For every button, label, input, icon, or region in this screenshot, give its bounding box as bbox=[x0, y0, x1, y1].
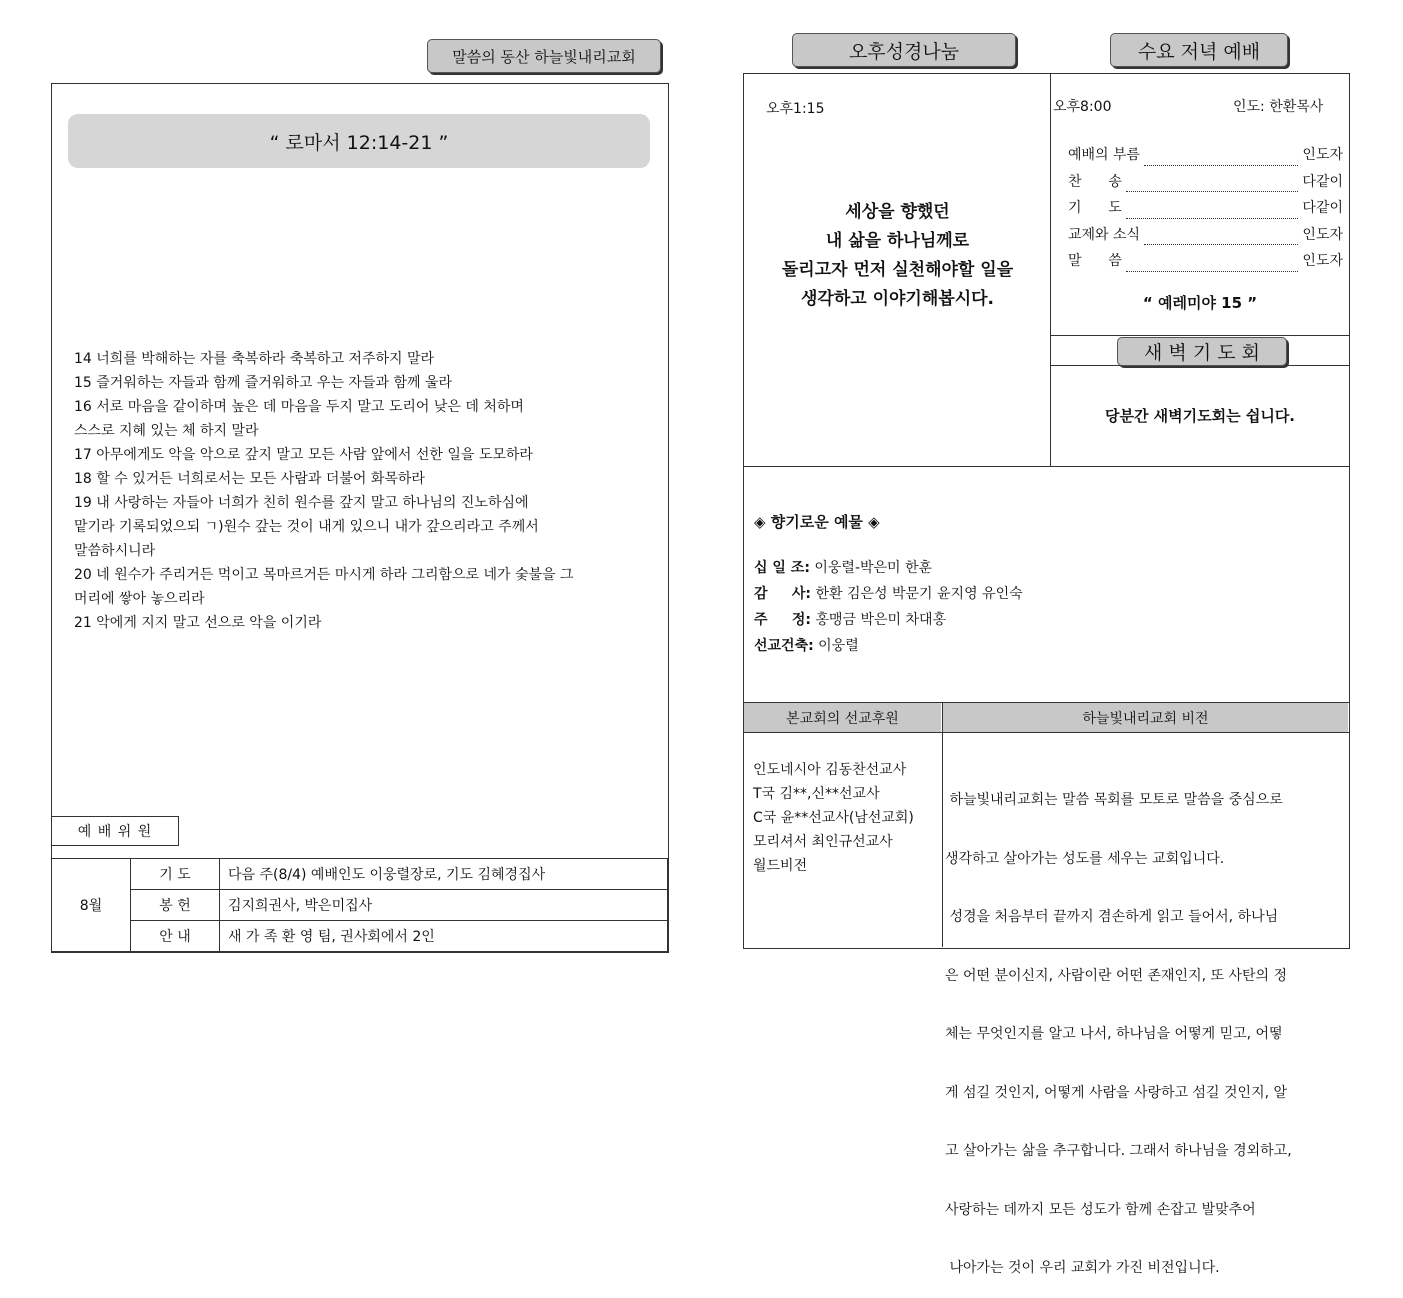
afternoon-message bbox=[745, 198, 1050, 314]
vision-line: 생각하고 살아가는 성도를 세우는 교회입니다. bbox=[945, 850, 1225, 867]
upper-bottom-line bbox=[743, 466, 1349, 467]
mission-divider bbox=[942, 703, 943, 947]
mission-item: 월드비전 bbox=[753, 858, 808, 874]
offering-row bbox=[754, 607, 1334, 633]
order-item-who: 인도자 bbox=[1302, 147, 1343, 163]
offering-names: 한환 김은성 박문기 윤지영 유인숙 bbox=[815, 586, 1023, 602]
wed-order-list bbox=[1068, 144, 1343, 277]
order-item bbox=[1068, 171, 1343, 198]
month-label: 8월 bbox=[79, 898, 103, 914]
mission-item: 모리셔서 최인규선교사 bbox=[753, 834, 893, 850]
verse-line: 20 네 원수가 주리거든 먹이고 목마르거든 마시게 하라 그리함으로 네가 숯불을 그 bbox=[74, 567, 574, 583]
vision-line: 성경을 처음부터 끝까지 겸손하게 읽고 들어서, 하나님 bbox=[945, 909, 1279, 925]
verse-line: 14 너희를 박해하는 자를 축복하라 축복하고 저주하지 말라 bbox=[74, 351, 435, 367]
order-item bbox=[1068, 144, 1343, 171]
wednesday-tab bbox=[1110, 33, 1288, 67]
order-item-name: 교제와 소식 bbox=[1068, 226, 1141, 243]
afternoon-title: 오후성경나눔 bbox=[848, 40, 960, 63]
offering-names: 이웅렬 bbox=[818, 638, 859, 654]
mission-item: T국 김**,신**선교사 bbox=[753, 786, 880, 802]
verse-line: 맡기라 기록되었으되 ㄱ)원수 갚는 것이 내게 있으니 내가 갚으리라고 주께서 bbox=[74, 519, 539, 535]
order-item bbox=[1068, 250, 1343, 277]
dawn-prayer-tab bbox=[1117, 337, 1287, 366]
vision-line: 체는 무엇인지를 알고 나서, 하나님을 어떻게 믿고, 어떻 bbox=[945, 1026, 1283, 1042]
value-cell: 김지희권사, 박은미집사 bbox=[220, 890, 668, 921]
dawn-prayer-title: 새 벽 기 도 회 bbox=[1144, 342, 1260, 364]
staff-table bbox=[51, 858, 668, 952]
order-item bbox=[1068, 197, 1343, 224]
vision-header bbox=[943, 703, 1348, 732]
offering-row bbox=[754, 633, 1334, 659]
offering-list bbox=[754, 555, 1334, 659]
verse-line: 18 할 수 있거든 너희로서는 모든 사람과 더불어 화목하라 bbox=[74, 471, 425, 487]
verse-line: 머리에 쌓아 놓으리라 bbox=[74, 591, 205, 607]
offering-title: ◈ 향기로운 예물 ◈ bbox=[754, 513, 880, 531]
verse-line: 19 내 사랑하는 자들아 너희가 친히 원수를 갚지 말고 하나님의 진노하심에 bbox=[74, 495, 529, 511]
mission-header-line bbox=[743, 732, 1349, 733]
value-cell: 새 가 족 환 영 팀, 권사회에서 2인 bbox=[220, 921, 668, 952]
order-item-name: 말 씀 bbox=[1068, 253, 1122, 269]
wed-scripture: “ 예레미야 15 ” bbox=[1142, 294, 1258, 312]
wed-time: 오후8:00 bbox=[1053, 99, 1112, 115]
verse-line: 스스로 지혜 있는 체 하지 말라 bbox=[74, 423, 259, 439]
verse-line: 말씀하시니라 bbox=[74, 543, 156, 559]
message-line: 생각하고 이야기해봅시다. bbox=[800, 289, 995, 309]
verse-line: 16 서로 마음을 같이하며 높은 데 마음을 두지 말고 도리어 낮은 데 처하며 bbox=[74, 399, 524, 415]
verse-line: 17 아무에게도 악을 악으로 갚지 말고 모든 사람 앞에서 선한 일을 도모하라 bbox=[74, 447, 533, 463]
offering-row bbox=[754, 555, 1334, 581]
vision-line: 은 어떤 분이신지, 사람이란 어떤 존재인지, 또 사탄의 정 bbox=[945, 967, 1288, 984]
mission-list bbox=[753, 758, 939, 878]
vision-line: 고 살아가는 삶을 추구합니다. 그래서 하나님을 경외하고, bbox=[945, 1143, 1292, 1159]
verse-line: 21 악에게 지지 말고 선으로 악을 이기라 bbox=[74, 615, 322, 631]
mission-header-text: 본교회의 선교후원 bbox=[786, 710, 899, 727]
role-cell: 기 도 bbox=[131, 859, 220, 890]
dawn-notice: 당분간 새벽기도회는 쉽니다. bbox=[1104, 407, 1296, 425]
mission-item: C국 윤**선교사(남선교회) bbox=[753, 810, 914, 826]
scripture-text bbox=[74, 347, 664, 635]
church-name-tab bbox=[427, 39, 661, 73]
vision-line: 게 섬길 것인지, 어떻게 사람을 사랑하고 섬길 것인지, 알 bbox=[945, 1084, 1288, 1101]
role-cell: 봉 헌 bbox=[131, 890, 220, 921]
order-item bbox=[1068, 224, 1343, 251]
message-line: 돌리고자 먼저 실천해야할 일을 bbox=[781, 260, 1014, 280]
scripture-title: “ 로마서 12:14-21 ” bbox=[269, 131, 449, 154]
order-item-who: 인도자 bbox=[1302, 253, 1343, 269]
role-cell: 안 내 bbox=[131, 921, 220, 952]
offering-label: 십 일 조: bbox=[754, 560, 810, 576]
church-name: 말씀의 동산 하늘빛내리교회 bbox=[452, 47, 636, 66]
order-item-who: 다같이 bbox=[1302, 200, 1343, 216]
order-item-who: 인도자 bbox=[1302, 226, 1343, 243]
offering-names: 이웅렬-박은미 한훈 bbox=[814, 560, 933, 576]
vision-line: 나아가는 것이 우리 교회가 가진 비전입니다. bbox=[945, 1260, 1220, 1276]
order-item-name: 기 도 bbox=[1068, 200, 1122, 216]
mission-header bbox=[744, 703, 941, 732]
staff-label: 예 배 위 원 bbox=[77, 824, 153, 840]
offering-row bbox=[754, 581, 1334, 607]
offering-label: 감 사: bbox=[754, 586, 812, 602]
vision-header-text: 하늘빛내리교회 비전 bbox=[1082, 710, 1209, 727]
wednesday-title: 수요 저녁 예배 bbox=[1137, 40, 1261, 63]
offering-label: 선교건축: bbox=[754, 638, 814, 654]
message-line: 세상을 향했던 bbox=[845, 202, 950, 222]
scripture-title-banner bbox=[68, 114, 650, 168]
order-item-who: 다같이 bbox=[1302, 173, 1343, 190]
offering-names: 홍맹금 박은미 차대홍 bbox=[815, 612, 947, 628]
offering-label: 주 정: bbox=[754, 612, 812, 628]
wed-leader: 인도: 한환목사 bbox=[1233, 99, 1324, 115]
order-item-name: 예배의 부름 bbox=[1068, 147, 1141, 163]
staff-label-box bbox=[51, 816, 179, 846]
dawn-top-line bbox=[1050, 335, 1349, 336]
message-line: 내 삶을 하나님께로 bbox=[825, 231, 970, 251]
vision-line: 사랑하는 데까지 모든 성도가 함께 손잡고 발맞추어 bbox=[945, 1201, 1256, 1218]
afternoon-tab bbox=[792, 33, 1016, 67]
vision-text bbox=[945, 752, 1347, 1298]
afternoon-time: 오후1:15 bbox=[766, 101, 825, 117]
mission-item: 인도네시아 김동찬선교사 bbox=[753, 762, 907, 778]
value-cell: 다음 주(8/4) 예배인도 이웅렬장로, 기도 김혜경집사 bbox=[220, 859, 668, 890]
month-cell bbox=[52, 859, 131, 952]
order-item-name: 찬 송 bbox=[1068, 173, 1122, 190]
vision-line: 하늘빛내리교회는 말씀 목회를 모토로 말씀을 중심으로 bbox=[945, 792, 1283, 808]
verse-line: 15 즐거워하는 자들과 함께 즐거워하고 우는 자들과 함께 울라 bbox=[74, 375, 452, 391]
